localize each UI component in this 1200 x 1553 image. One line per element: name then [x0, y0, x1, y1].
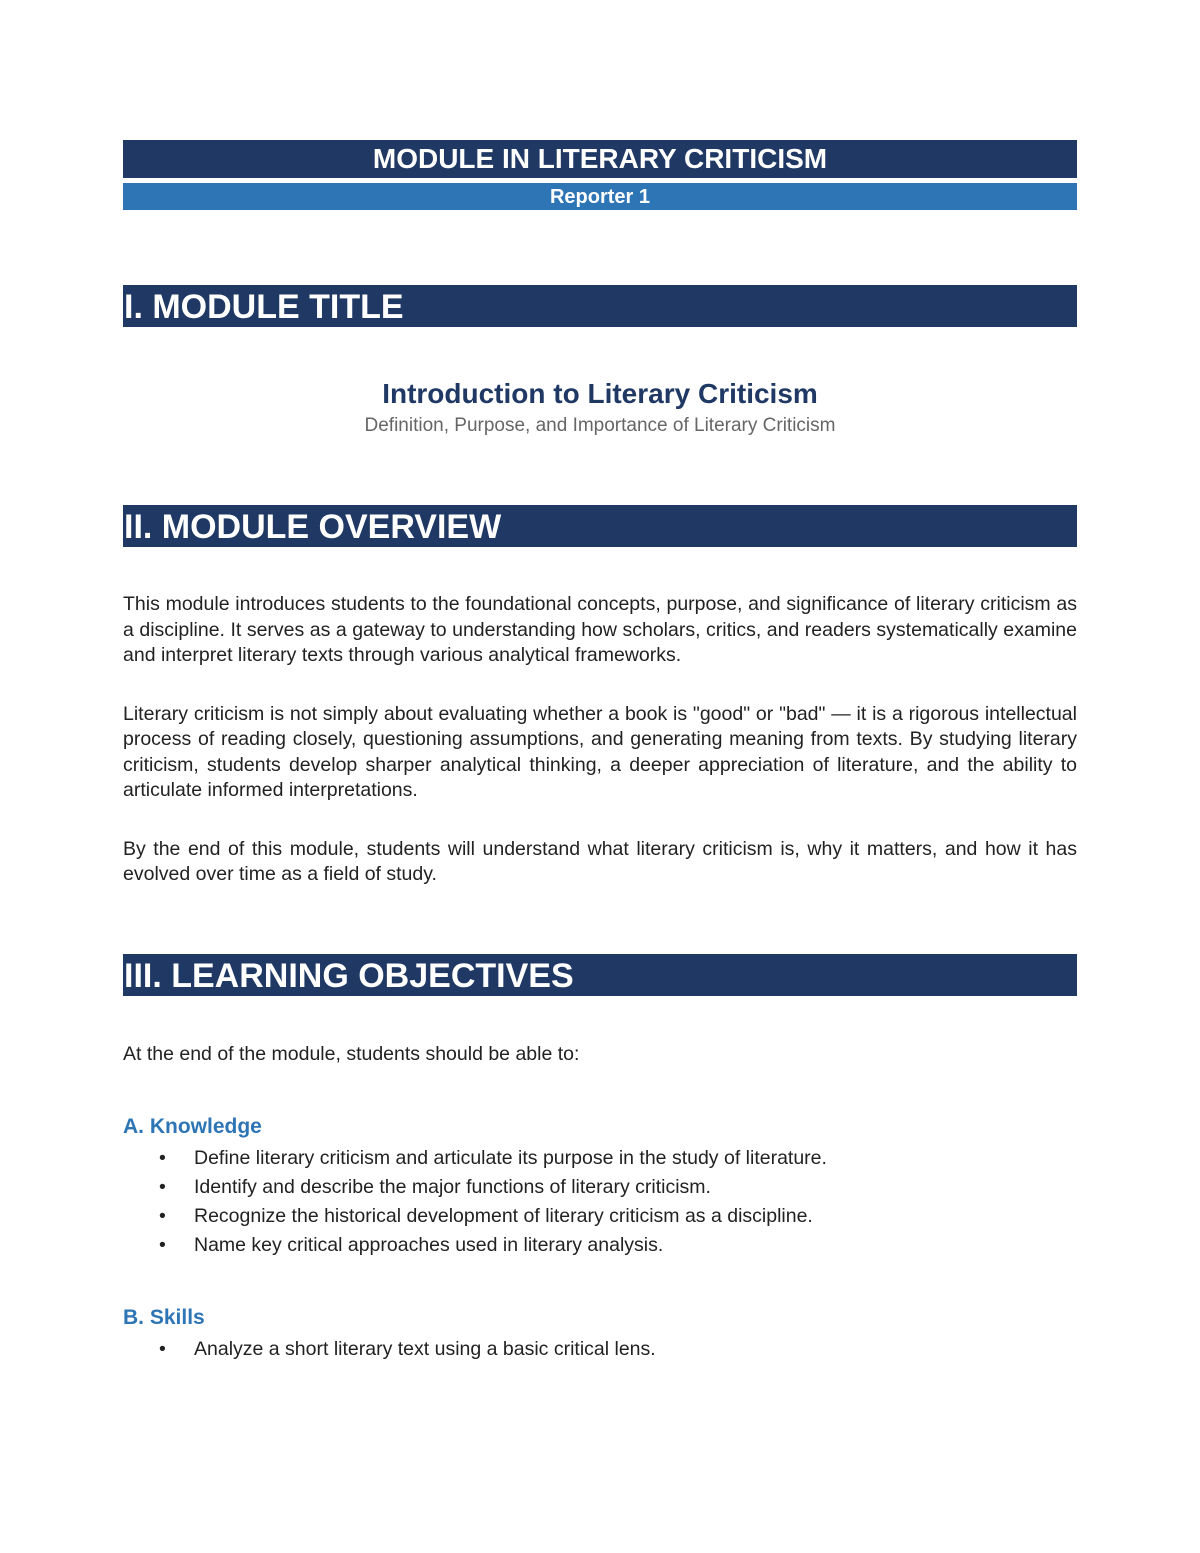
section-heading-text: III. LEARNING OBJECTIVES	[124, 956, 574, 995]
objectives-intro: At the end of the module, students should be able to:	[123, 1042, 580, 1065]
list-item	[123, 1231, 1077, 1260]
list-item	[123, 1144, 1077, 1173]
list-item-text: Recognize the historical development of literary criticism as a discipline.	[194, 1204, 813, 1227]
section-heading-text: I. MODULE TITLE	[124, 288, 404, 326]
section-heading-text: II. MODULE OVERVIEW	[124, 508, 502, 546]
section-heading-module-title	[123, 285, 1077, 327]
skills-heading: B. Skills	[123, 1305, 205, 1329]
list-item	[123, 1173, 1077, 1202]
reporter-label: Reporter 1	[549, 186, 651, 208]
reporter-banner	[123, 183, 1077, 210]
bullet-icon: •	[159, 1233, 166, 1256]
document-title: MODULE IN LITERARY CRITICISM	[372, 143, 828, 174]
list-item	[123, 1202, 1077, 1231]
bullet-icon: •	[159, 1146, 166, 1169]
knowledge-heading: A. Knowledge	[123, 1114, 262, 1138]
module-title-block	[123, 377, 1077, 438]
list-item-text: Analyze a short literary text using a basic critical lens.	[194, 1337, 656, 1360]
list-item-text: Define literary criticism and articulate its purpose in the study of literature.	[194, 1146, 827, 1169]
overview-paragraph: By the end of this module, students will understand what literary criticism is, why it matters, and how it has evolved over time as a field of study.	[123, 837, 1077, 885]
overview-paragraph: Literary criticism is not simply about evaluating whether a book is "good" or "bad" — it is a rigorous intellectual process of reading closely, questioning assumptions, and generating meaning from texts. By studying literary criticism, students develop sharper analytical thinking, a deeper appreciation of literature, and the ability to articulate informed interpretations.	[123, 702, 1077, 801]
knowledge-list	[123, 1144, 1077, 1260]
bullet-icon: •	[159, 1175, 166, 1198]
document-title-banner	[123, 140, 1077, 178]
module-subtitle: Definition, Purpose, and Importance of Literary Criticism	[364, 415, 836, 436]
bullet-icon: •	[159, 1337, 166, 1360]
section-heading-objectives	[123, 954, 1077, 996]
list-item-text: Name key critical approaches used in literary analysis.	[194, 1233, 664, 1256]
document-page	[123, 140, 1077, 1364]
section-heading-overview	[123, 505, 1077, 547]
list-item-text: Identify and describe the major functions of literary criticism.	[194, 1175, 711, 1198]
skills-list	[123, 1335, 1077, 1364]
bullet-icon: •	[159, 1204, 166, 1227]
list-item	[123, 1335, 1077, 1364]
module-title: Introduction to Literary Criticism	[382, 378, 818, 409]
overview-paragraph: This module introduces students to the foundational concepts, purpose, and significance of literary criticism as a discipline. It serves as a gateway to understanding how scholars, critics, and readers systematically examine and interpret literary texts through various analytical frameworks.	[123, 593, 1077, 666]
